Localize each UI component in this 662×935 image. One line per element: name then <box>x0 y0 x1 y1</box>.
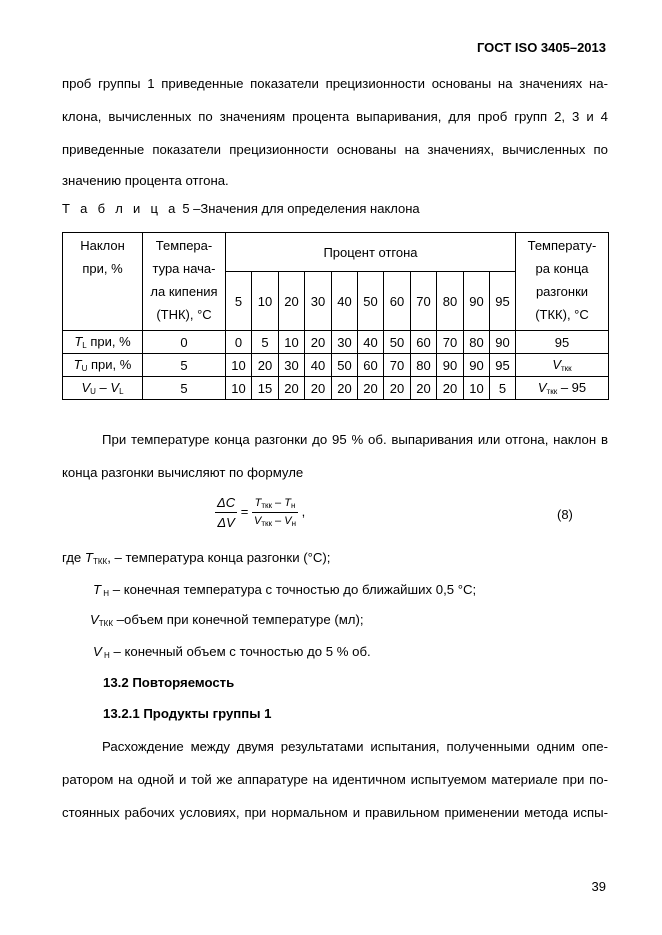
definition-line <box>93 582 476 598</box>
thk-cell: 0 <box>143 331 226 354</box>
row-label <box>63 354 143 377</box>
lhs-denominator: ΔV <box>217 515 235 530</box>
row-symbol: T <box>74 334 83 349</box>
page-number: 39 <box>591 879 606 894</box>
value-cell: 90 <box>464 354 490 377</box>
value-cell: 70 <box>384 354 411 377</box>
row-symbol-sub: L <box>119 387 124 396</box>
def-symbol-sub: Н <box>101 589 110 598</box>
tkk-cell <box>516 377 609 400</box>
section-heading-13-2: 13.2 Повторяемость <box>103 675 235 690</box>
row-symbol-sub: L <box>82 341 87 350</box>
header-line: (ТКК), °С <box>535 307 589 322</box>
value-cell: 15 <box>252 377 279 400</box>
text-line: проб группы 1 приведенные показатели прецизионности основаны на значениях на- <box>62 76 608 91</box>
thk-cell: 5 <box>143 377 226 400</box>
thk-cell: 5 <box>143 354 226 377</box>
header-line: при, % <box>82 261 123 276</box>
text-line: стоянных рабочих условиях, при нормальном и правильном применении метода испы- <box>62 805 608 820</box>
rhs-denominator <box>252 513 298 528</box>
pct-col: 10 <box>252 272 279 331</box>
value-cell: 90 <box>490 331 516 354</box>
row-label <box>63 331 143 354</box>
def-text: – конечная температура с точностью до ближайших 0,5 °С; <box>109 582 477 597</box>
row-symbol-sub: U <box>81 364 88 373</box>
def-symbol: T <box>93 582 102 597</box>
table-caption <box>62 201 420 216</box>
sym-sub: ткк <box>261 501 272 510</box>
value-cell: 90 <box>437 354 464 377</box>
value-cell: 60 <box>411 331 437 354</box>
col-header-percent: Процент отгона <box>226 233 516 272</box>
pct-col: 30 <box>305 272 332 331</box>
row-label-rest: при, % <box>86 334 131 349</box>
tkk-symbol-sub: ткк <box>561 364 572 373</box>
row-symbol: V <box>81 380 91 395</box>
pct-col: 5 <box>226 272 252 331</box>
text-line: клона, вычисленных по значениям процента выпаривания, для проб групп 2, 3 и 4 <box>62 109 608 124</box>
def-symbol-sub: ТКК <box>98 619 114 628</box>
value-cell: 20 <box>252 354 279 377</box>
value-cell: 20 <box>332 377 358 400</box>
definition-line <box>90 612 364 628</box>
col-header-thk <box>143 233 226 331</box>
def-text: – конечный объем с точностью до 5 % об. <box>109 644 371 659</box>
value-cell: 40 <box>305 354 332 377</box>
lhs-numerator: ΔC <box>215 495 237 513</box>
value-cell: 20 <box>305 331 332 354</box>
header-line: разгонки <box>535 284 589 299</box>
header-line: Температу- <box>527 238 597 253</box>
value-cell: 50 <box>384 331 411 354</box>
repeatability-paragraph <box>62 730 608 829</box>
pct-col: 20 <box>279 272 305 331</box>
text-line: приведенные показатели прецизионности основаны на значениях, вычисленных по <box>62 142 608 157</box>
row-label-rest: при, % <box>87 357 132 372</box>
value-cell: 30 <box>279 354 305 377</box>
rhs-numerator <box>252 497 298 513</box>
header-line: Наклон <box>80 238 125 253</box>
def-text: –объем при конечной температуре (мл); <box>113 612 364 627</box>
equals-sign: = <box>240 503 249 519</box>
value-cell: 5 <box>252 331 279 354</box>
value-cell: 10 <box>279 331 305 354</box>
value-cell: 20 <box>358 377 384 400</box>
pct-col: 80 <box>437 272 464 331</box>
tkk-symbol: V <box>537 380 547 395</box>
sym-sub: ткк <box>261 519 272 528</box>
pct-col: 40 <box>332 272 358 331</box>
header-line: Темпера- <box>155 238 213 253</box>
slope-table <box>62 232 609 400</box>
sym-sub: н <box>291 519 296 528</box>
text-line: конца разгонки вычисляют по формуле <box>62 465 304 480</box>
table-row-tu <box>63 354 609 377</box>
def-symbol: V <box>93 644 102 659</box>
formula-rhs <box>252 497 298 528</box>
value-cell: 30 <box>332 331 358 354</box>
tkk-symbol-sub: ткк <box>546 387 558 396</box>
operator: – <box>271 497 285 509</box>
value-cell: 20 <box>437 377 464 400</box>
value-cell: 10 <box>226 354 252 377</box>
def-prefix: где <box>62 550 85 565</box>
pct-col: 50 <box>358 272 384 331</box>
document-header: ГОСТ ISO 3405–2013 <box>476 40 606 55</box>
text-line: Расхождение между двумя результатами испытания, полученными одним опе- <box>102 739 608 754</box>
value-cell: 10 <box>226 377 252 400</box>
sym: V <box>253 515 262 527</box>
value-cell: 50 <box>332 354 358 377</box>
table-caption-text: 5 –Значения для определения наклона <box>178 201 420 216</box>
pct-col: 90 <box>464 272 490 331</box>
sym-sub: н <box>290 501 296 510</box>
intro-paragraph <box>62 67 608 197</box>
value-cell: 80 <box>464 331 490 354</box>
def-symbol: T <box>84 550 93 565</box>
value-cell: 10 <box>464 377 490 400</box>
value-cell: 60 <box>358 354 384 377</box>
sym: V <box>284 515 292 527</box>
value-cell: 0 <box>226 331 252 354</box>
header-line: ла кипения <box>150 284 218 299</box>
table-row-tl <box>63 331 609 354</box>
table-caption-prefix: Т а б л и ц а <box>62 201 179 216</box>
tkk-symbol: V <box>552 357 561 372</box>
value-cell: 20 <box>384 377 411 400</box>
formula-lhs <box>215 495 237 530</box>
row-label <box>63 377 143 400</box>
row-symbol-sub: U <box>90 387 96 396</box>
text-line: ратором на одной и той же аппаратуре на идентичном испытуемом материале при по- <box>62 772 608 787</box>
header-line: (ТНК), °С <box>156 307 212 322</box>
value-cell: 20 <box>411 377 437 400</box>
def-symbol: V <box>90 612 99 627</box>
sym: T <box>254 497 262 509</box>
tkk-cell: 95 <box>516 331 609 354</box>
section-heading-13-2-1: 13.2.1 Продукты группы 1 <box>103 706 272 721</box>
col-header-tkk <box>516 233 609 331</box>
text-line: При температуре конца разгонки до 95 % об. выпаривания или отгона, наклон в <box>102 432 608 447</box>
value-cell: 20 <box>279 377 305 400</box>
value-cell: 5 <box>490 377 516 400</box>
value-cell: 80 <box>411 354 437 377</box>
col-header-slope <box>63 233 143 331</box>
operator: – <box>271 515 285 527</box>
pct-col: 70 <box>411 272 437 331</box>
def-symbol-sub: Н <box>101 651 110 660</box>
formula-intro-paragraph <box>62 423 608 489</box>
definition-line <box>93 644 371 660</box>
tkk-rest: – 95 <box>557 380 587 395</box>
pct-col: 95 <box>490 272 516 331</box>
row-label-rest: – V <box>95 380 120 395</box>
def-symbol-sub: ТКК <box>92 557 108 566</box>
definition-line <box>62 550 330 566</box>
text-line: значению процента отгона. <box>62 173 229 188</box>
value-cell: 95 <box>490 354 516 377</box>
equation-number: (8) <box>557 507 573 522</box>
value-cell: 40 <box>358 331 384 354</box>
formula-comma: , <box>301 503 306 519</box>
header-line: тура нача- <box>152 261 216 276</box>
value-cell: 20 <box>305 377 332 400</box>
pct-col: 60 <box>384 272 411 331</box>
value-cell: 70 <box>437 331 464 354</box>
row-symbol: T <box>73 357 82 372</box>
def-text: , – температура конца разгонки (°С); <box>107 550 331 565</box>
slope-formula <box>215 495 305 530</box>
header-line: ра конца <box>535 261 589 276</box>
tkk-cell <box>516 354 609 377</box>
sym: T <box>284 497 291 509</box>
table-row-vu-vl <box>63 377 609 400</box>
